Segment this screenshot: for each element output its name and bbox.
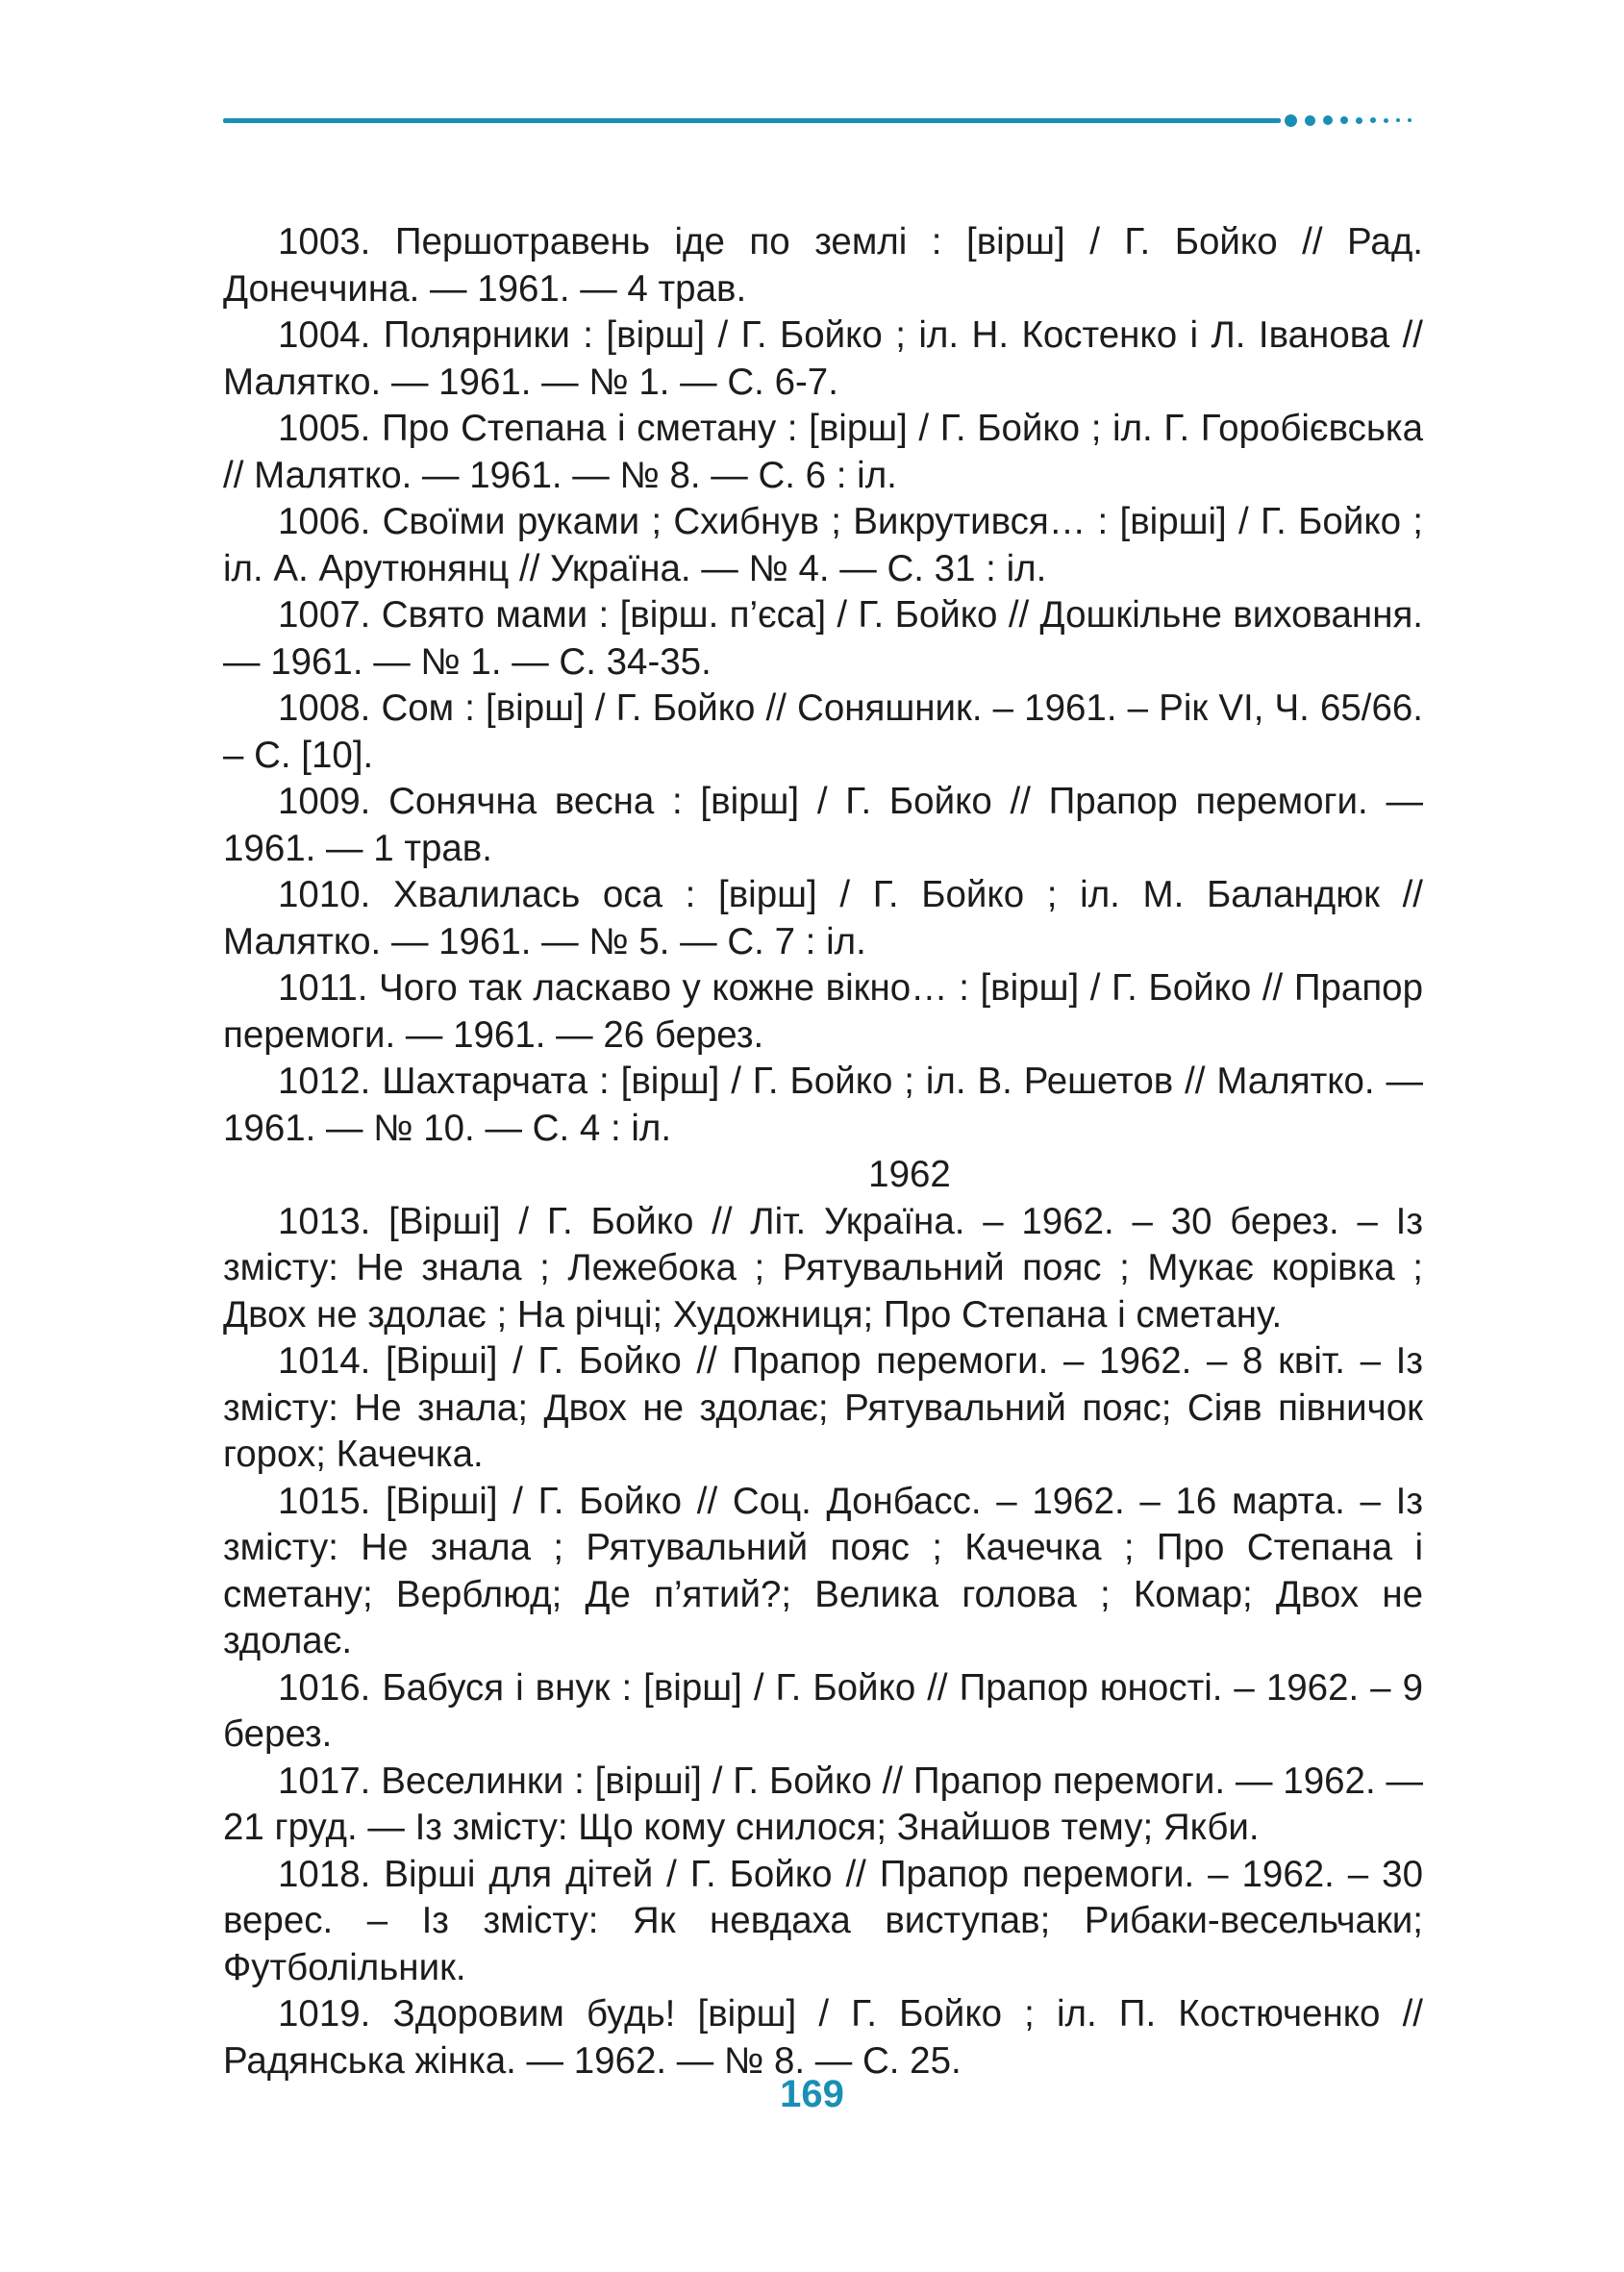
- header-dots-ornament: [1285, 113, 1412, 127]
- bibliography-entry: 1005. Про Степана і сметану : [вірш] / Г. Бойко ; іл. Г. Горобієвська // Малятко. — 1961. — № 8. — С. 6 : іл.: [223, 408, 1423, 496]
- bibliography-entry: 1003. Першотравень іде по землі : [вірш] / Г. Бойко // Рад. Донеччина. — 1961. — 4 трав.: [223, 221, 1423, 310]
- bibliography-entry: 1008. Сом : [вірш] / Г. Бойко // Соняшник. – 1961. – Рік VI, Ч. 65/66. – С. [10].: [223, 687, 1423, 776]
- bibliography-entry: 1018. Вірші для дітей / Г. Бойко // Прапор перемоги. – 1962. – 30 верес. – Із змісту: Як невдаха виступав; Рибаки-весельчаки; Футболільник.: [223, 1853, 1423, 1988]
- bibliography-entry: 1012. Шахтарчата : [вірш] / Г. Бойко ; іл. В. Решетов // Малятко. — 1961. — № 10. — С. 4 : іл.: [223, 1061, 1423, 1149]
- bibliography-entry: 1007. Свято мами : [вірш. п’єса] / Г. Бойко // Дошкільне виховання. — 1961. — № 1. — С. 34-35.: [223, 594, 1423, 683]
- bibliography-list: [223, 219, 1423, 2085]
- header-rule: [223, 118, 1281, 123]
- bibliography-entry: 1017. Веселинки : [вірші] / Г. Бойко // Прапор перемоги. — 1962. — 21 груд. — Із змісту: Що кому снилося; Знайшов тему; Якби.: [223, 1760, 1423, 1848]
- year-heading: 1962: [868, 1154, 951, 1195]
- bibliography-entry: 1013. [Вірші] / Г. Бойко // Літ. Україна. – 1962. – 30 берез. – Із змісту: Не знала ; Лежебока ; Рятувальний пояс ; Мукає корівка ; Двох не здолає ; На річці; Художниця; Про Степана і сметану.: [223, 1200, 1423, 1336]
- bibliography-entry: 1004. Полярники : [вірш] / Г. Бойко ; іл. Н. Костенко і Л. Іванова // Малятко. — 1961. — № 1. — С. 6-7.: [223, 314, 1423, 403]
- bibliography-entry: 1009. Сонячна весна : [вірш] / Г. Бойко // Прапор перемоги. — 1961. — 1 трав.: [223, 781, 1423, 869]
- bibliography-entry: 1011. Чого так ласкаво у кожне вікно… : [вірш] / Г. Бойко // Прапор перемоги. — 1961. — 26 берез.: [223, 967, 1423, 1056]
- bibliography-entry: 1016. Бабуся і внук : [вірш] / Г. Бойко // Прапор юності. – 1962. – 9 берез.: [223, 1666, 1423, 1755]
- bibliography-entry: 1006. Своїми руками ; Схибнув ; Викрутився… : [вірші] / Г. Бойко ; іл. А. Арутюнянц // Україна. — № 4. — С. 31 : іл.: [223, 501, 1423, 589]
- bibliography-entry: 1015. [Вірші] / Г. Бойко // Соц. Донбасс. – 1962. – 16 марта. – Із змісту: Не знала ; Рятувальний пояс ; Качечка ; Про Степана і сметану; Верблюд; Де п’ятий?; Велика голова ; Комар; Двох не здолає.: [223, 1480, 1423, 1661]
- page-number: 169: [780, 2073, 844, 2115]
- bibliography-entry: 1010. Хвалилась оса : [вірш] / Г. Бойко ; іл. М. Баландюк // Малятко. — 1961. — № 5. — С. 7 : іл.: [223, 874, 1423, 962]
- bibliography-entry: 1019. Здоровим будь! [вірш] / Г. Бойко ; іл. П. Костюченко // Радянська жінка. — 1962. — № 8. — С. 25.: [223, 1993, 1423, 2082]
- bibliography-entry: 1014. [Вірші] / Г. Бойко // Прапор перемоги. – 1962. – 8 квіт. – Із змісту: Не знала; Двох не здолає; Рятувальний пояс; Сіяв півничок горох; Качечка.: [223, 1340, 1423, 1475]
